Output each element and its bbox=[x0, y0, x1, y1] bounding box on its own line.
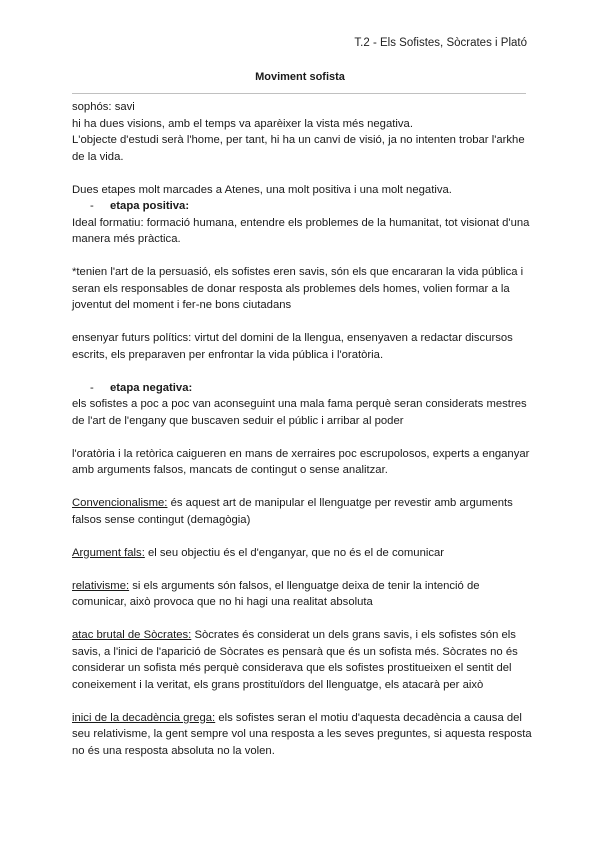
term-definition bbox=[72, 710, 534, 760]
term-text: el seu objectiu és el d'enganyar, que no és el de comunicar bbox=[144, 546, 445, 559]
term-label: atac brutal de Sòcrates: bbox=[72, 629, 192, 641]
paragraph-line: sophós: savi bbox=[72, 101, 135, 113]
paragraph: Dues etapes molt marcades a Atenes, una molt positiva i una molt negativa. bbox=[72, 183, 452, 196]
page-title: Moviment sofista bbox=[255, 71, 345, 83]
term-label: Argument fals: bbox=[72, 546, 145, 559]
bullet-marker: - bbox=[90, 200, 94, 212]
paragraph: *tenien l'art de la persuasió, els sofistes eren savis, són els que encararan la vida pública i seran els responsables de donar resposta als problemes dels homes, volien formar a la joventut del moment i fer-ne bons ciutadans bbox=[72, 266, 524, 311]
bullet-marker: - bbox=[90, 381, 94, 394]
term-text: Sòcrates és considerat un dels grans savis, i els sofistes són els savis, a l'inici de l'aparició de Sòcrates es pensarà que és un sofista més. Sòcrates no és considerar un sofista més perquè considerava que els sofistes prostitueixen el sentit del coneixement i la veritat, els grans prostituïdors del llenguatge, els atacarà per això bbox=[72, 629, 518, 691]
paragraph: Ideal formatiu: formació humana, entendre els problemes de la humanitat, tot visionat d'una manera més pràctica. bbox=[72, 216, 530, 245]
document-body bbox=[72, 99, 534, 759]
page-header-section: T.2 - Els Sofistes, Sòcrates i Plató bbox=[354, 37, 527, 49]
term-text: si els arguments són falsos, el llenguatge deixa de tenir la intenció de comunicar, això provoca que no hi hagi una realitat absoluta bbox=[72, 579, 480, 608]
bullet-heading-negative bbox=[72, 380, 534, 397]
term-definition bbox=[72, 545, 534, 562]
term-label: Convencionalisme: bbox=[72, 497, 168, 509]
term-definition bbox=[72, 627, 534, 693]
paragraph: l'oratòria i la retòrica caigueren en mans de xerraires poc escrupolosos, experts a enganyar amb arguments falsos, mancats de contingut o sense analitzar. bbox=[72, 447, 530, 476]
title-divider bbox=[72, 93, 526, 94]
bullet-label: etapa positiva: bbox=[110, 200, 190, 212]
paragraph: L'objecte d'estudi serà l'home, per tant, hi ha un canvi de visió, ja no intenten trobar l'arkhe de la vida. bbox=[72, 134, 525, 163]
paragraph: els sofistes a poc a poc van aconseguint una mala fama perquè seran considerats mestres de l'art de l'engany que buscaven seduir el públic i arribar al poder bbox=[72, 398, 527, 427]
term-text: els sofistes seran el motiu d'aquesta decadència a causa del seu relativisme, la gent sempre vol una resposta a les seves preguntes, si aquesta resposta no és una resposta absoluta no la volen. bbox=[72, 711, 532, 757]
paragraph-line: hi ha dues visions, amb el temps va aparèixer la vista més negativa. bbox=[72, 117, 413, 130]
paragraph: ensenyar futurs polítics: virtut del domini de la llengua, ensenyaven a redactar discursos escrits, els preparaven per enfrontar la vida pública i l'oratòria. bbox=[72, 332, 513, 361]
term-label: relativisme: bbox=[72, 579, 130, 592]
bullet-label: etapa negativa: bbox=[110, 381, 193, 394]
term-definition bbox=[72, 578, 534, 611]
bullet-heading-positive bbox=[72, 198, 534, 215]
term-label: inici de la decadència grega: bbox=[72, 711, 216, 724]
term-text: és aquest art de manipular el llenguatge per revestir amb arguments falsos sense contingut (demagògia) bbox=[72, 497, 513, 526]
term-definition bbox=[72, 495, 534, 528]
